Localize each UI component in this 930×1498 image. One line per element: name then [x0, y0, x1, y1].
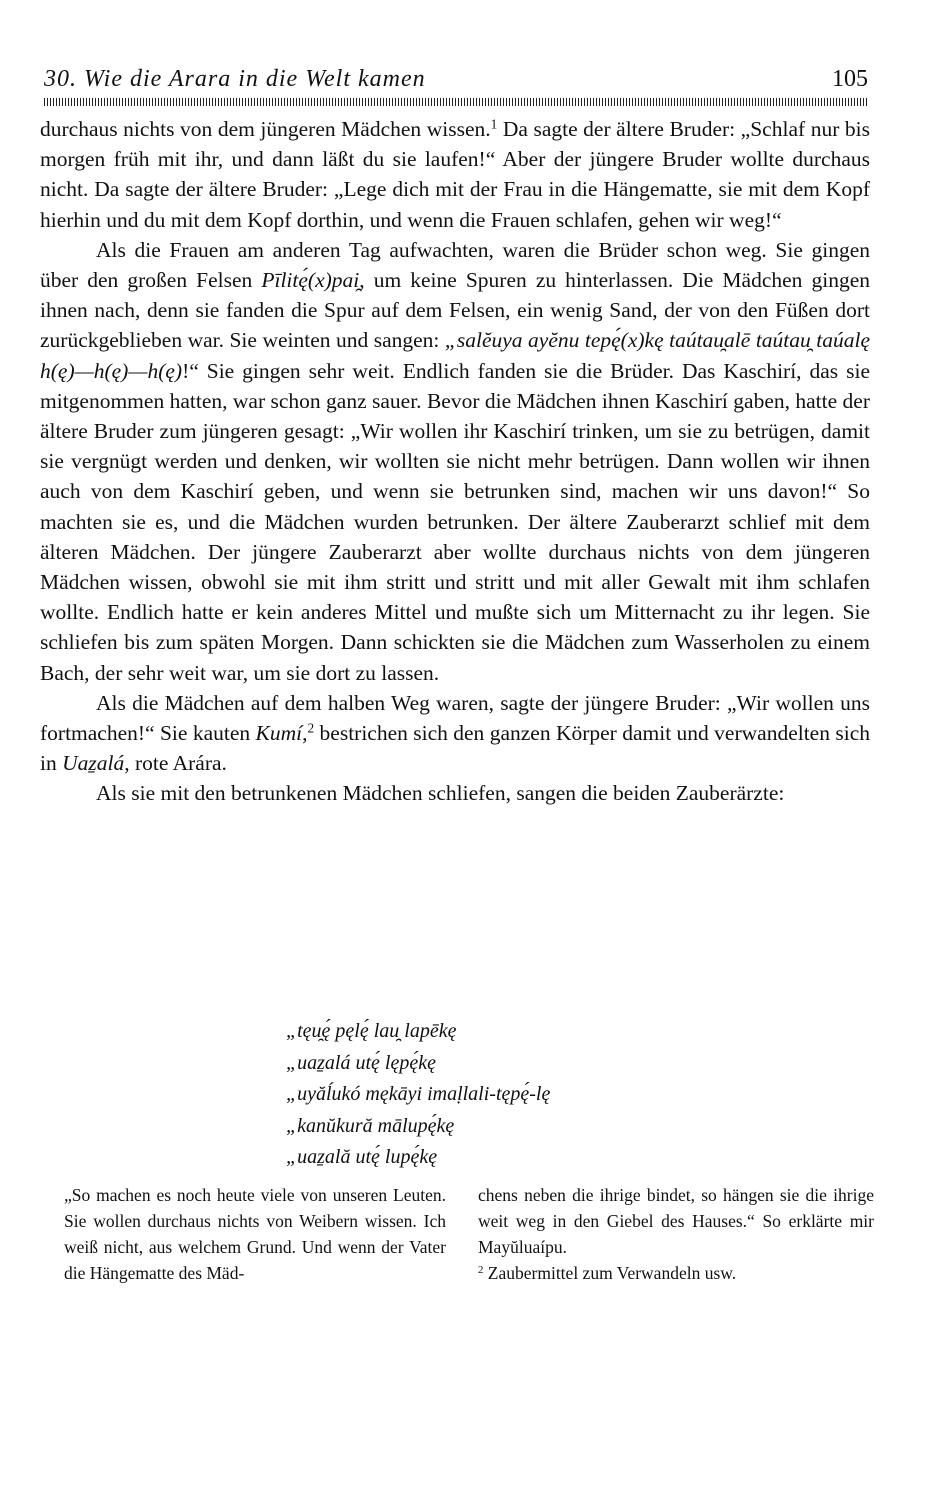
footnote-1: „So machen es noch heute viele von unseren Leuten. Sie wollen durchaus nichts von Weibern wissen. Ich weiß nicht, aus welchem Grund. Und wenn der Vater die Hängematte des Mäd-	[64, 1185, 446, 1283]
page-number: 105	[832, 66, 868, 92]
chapter-title: 30. Wie die Arara in die Welt kamen	[44, 66, 426, 92]
footnote-column-left	[64, 1182, 446, 1286]
song-line: „tęu̯ę́ pęlę́ lau̯ lapēkę	[286, 1020, 457, 1042]
paragraph: durchaus nichts von dem jüngeren Mädchen wissen.$^1$ Da sagte der ältere Bruder: „Schlaf nur bis morgen früh mit ihr, und dann läßt du sie laufen!“ Aber der jüngere Bruder wollte durchaus nicht. Da sagte der ältere Bruder: „Lege dich mit der Frau in die Hängematte, sie mit dem Kopf hierhin und du mit dem Kopf dorthin, und wenn die Frauen schlafen, gehen wir weg!“	[40, 116, 870, 232]
footnote-column-right	[478, 1182, 874, 1286]
song-line: „uyăĺukó mękāyi imaḷlali-tępę́-lę	[286, 1083, 551, 1105]
song-verse	[286, 1016, 846, 1174]
paragraph: Als die Frauen am anderen Tag aufwachten, waren die Brüder schon weg. Sie gingen über den großen Felsen Pīlitę́(x)pai̯, um keine Spuren zu hinterlassen. Die Mädchen gingen ihnen nach, denn sie fanden die Spur auf dem Felsen, ein wenig Sand, der von den Füßen dort zurückgeblieben war. Sie weinten und sangen: „salĕuya ayĕnu tepę́(x)kę taútau̯alē taútau̯ taúalę h(ę)—h(ę)—h(ę)!“ Sie gingen sehr weit. Endlich fanden sie die Brüder. Das Kaschirí, das sie mitgenommen hatten, war schon ganz sauer. Bevor die Mädchen ihnen Kaschirí gaben, hatte der ältere Bruder zum jüngeren gesagt: „Wir wollen ihr Kaschirí trinken, um sie zu betrügen, damit sie vergnügt werden und denken, wir wollten sie nicht mehr betrügen. Dann wollen wir ihnen auch von dem Kaschirí geben, und wenn sie betrunken sind, machen wir uns davon!“ So machten sie es, und die Mädchen wurden betrunken. Der ältere Zauberarzt schlief mit dem älteren Mädchen. Der jüngere Zauberarzt aber wollte durchaus nichts von dem jüngeren Mädchen wissen, obwohl sie mit ihm stritt und stritt und mit aller Gewalt mit ihm schlafen wollte. Endlich hatte er kein anderes Mittel und mußte sich um Mitternacht zu ihr legen. Sie schliefen bis zum späten Morgen. Dann schickten sie die Mädchen zum Wasserholen zu einem Bach, der sehr weit war, um sie dort zu lassen.	[40, 237, 870, 685]
header-rule	[44, 98, 868, 106]
song-line: „uaẕalá utę́ lępę́kę	[286, 1051, 436, 1074]
paragraph: Als die Mädchen auf dem halben Weg waren, sagte der jüngere Bruder: „Wir wollen uns fortmachen!“ Sie kauten Kumí,$^2$ bestrichen sich den ganzen Körper damit und verwandelten sich in Uaẕalá, rote Arára.	[40, 690, 870, 776]
main-text	[40, 114, 870, 809]
song-line: „uaẕală utę́ lupę́kę	[286, 1146, 438, 1168]
paragraph: Als sie mit den betrunkenen Mädchen schliefen, sangen die beiden Zauberärzte:	[96, 781, 785, 806]
song-line: „kanŭkură mālupę́kę	[286, 1114, 455, 1137]
footnote-1-continued: chens neben die ihrige bindet, so hängen sie die ihrige weit weg in den Giebel des Hauses.“ So erklärte mir Mayŭluaípu.	[478, 1185, 874, 1257]
running-head	[44, 66, 868, 100]
footnote-2: $^2$ Zaubermittel zum Verwandeln usw.	[478, 1263, 737, 1283]
